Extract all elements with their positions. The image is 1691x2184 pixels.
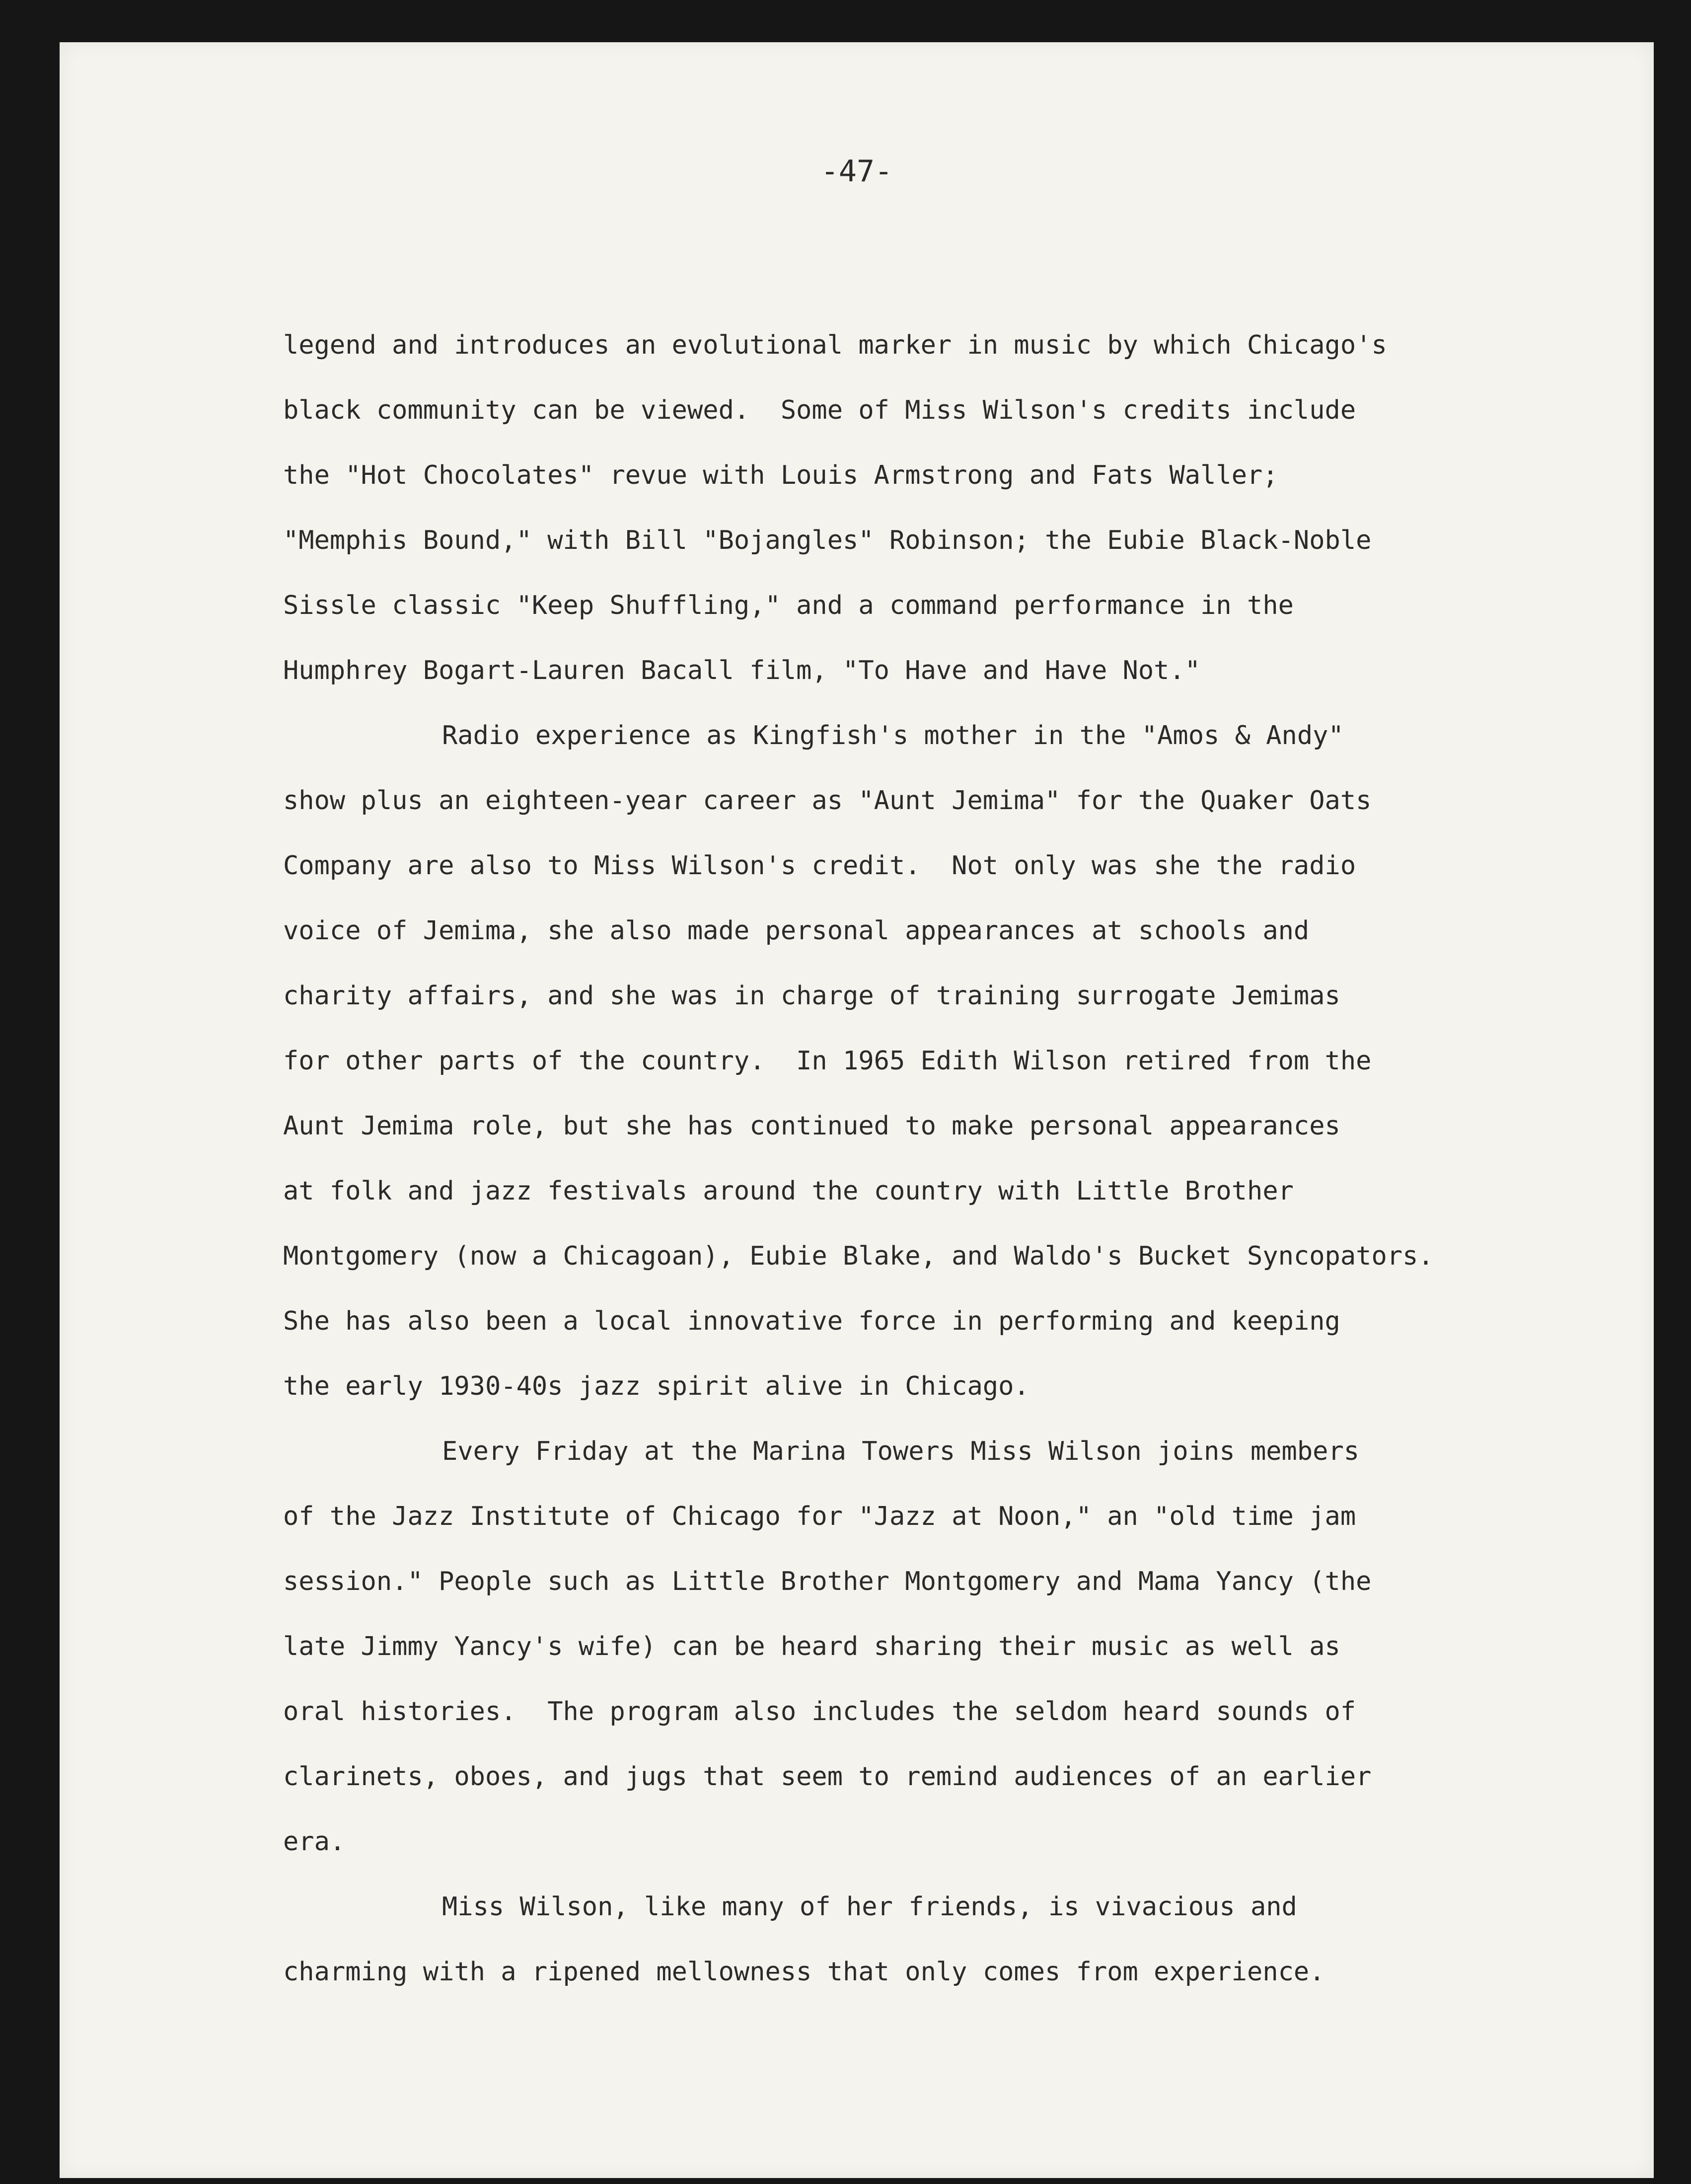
text-line: era. <box>283 1827 346 1857</box>
text-line: Radio experience as Kingfish's mother in the "Amos & Andy" <box>442 721 1344 751</box>
text-line: Miss Wilson, like many of her friends, is vivacious and <box>442 1892 1297 1922</box>
text-line: Aunt Jemima role, but she has continued to make personal appearances <box>283 1111 1340 1141</box>
text-line: of the Jazz Institute of Chicago for "Jazz at Noon," an "old time jam <box>283 1502 1356 1531</box>
paragraph <box>283 1875 1599 2005</box>
paragraph <box>283 703 1599 1419</box>
text-line: Sissle classic "Keep Shuffling," and a command performance in the <box>283 591 1294 620</box>
body-text <box>283 313 1599 2005</box>
text-line: Humphrey Bogart-Lauren Bacall film, "To Have and Have Not." <box>283 656 1201 685</box>
paragraph <box>283 1419 1599 1875</box>
text-line: the early 1930-40s jazz spirit alive in Chicago. <box>283 1371 1029 1401</box>
text-line: charming with a ripened mellowness that only comes from experience. <box>283 1957 1325 1987</box>
text-line: oral histories. The program also includes the seldom heard sounds of <box>283 1697 1356 1727</box>
text-line: black community can be viewed. Some of Miss Wilson's credits include <box>283 395 1356 425</box>
text-line: show plus an eighteen-year career as "Aunt Jemima" for the Quaker Oats <box>283 786 1372 816</box>
text-line: "Memphis Bound," with Bill "Bojangles" Robinson; the Eubie Black-Noble <box>283 526 1372 555</box>
text-line: voice of Jemima, she also made personal appearances at schools and <box>283 916 1310 946</box>
text-line: clarinets, oboes, and jugs that seem to remind audiences of an earlier <box>283 1762 1372 1792</box>
text-line: for other parts of the country. In 1965 Edith Wilson retired from the <box>283 1046 1372 1076</box>
text-line: She has also been a local innovative force in performing and keeping <box>283 1306 1340 1336</box>
paragraph <box>283 313 1599 703</box>
text-line: Montgomery (now a Chicagoan), Eubie Blake, and Waldo's Bucket Syncopators. <box>283 1241 1434 1271</box>
paper-sheet <box>60 42 1654 2178</box>
text-line: charity affairs, and she was in charge of training surrogate Jemimas <box>283 981 1340 1011</box>
text-line: Company are also to Miss Wilson's credit. Not only was she the radio <box>283 851 1356 881</box>
text-line: late Jimmy Yancy's wife) can be heard sharing their music as well as <box>283 1632 1340 1661</box>
text-line: session." People such as Little Brother Montgomery and Mama Yancy (the <box>283 1567 1372 1596</box>
text-line: the "Hot Chocolates" revue with Louis Armstrong and Fats Waller; <box>283 460 1278 490</box>
text-line: at folk and jazz festivals around the country with Little Brother <box>283 1176 1294 1206</box>
page-number: -47- <box>820 154 893 189</box>
text-line: Every Friday at the Marina Towers Miss Wilson joins members <box>442 1436 1360 1466</box>
text-line: legend and introduces an evolutional marker in music by which Chicago's <box>283 330 1387 360</box>
